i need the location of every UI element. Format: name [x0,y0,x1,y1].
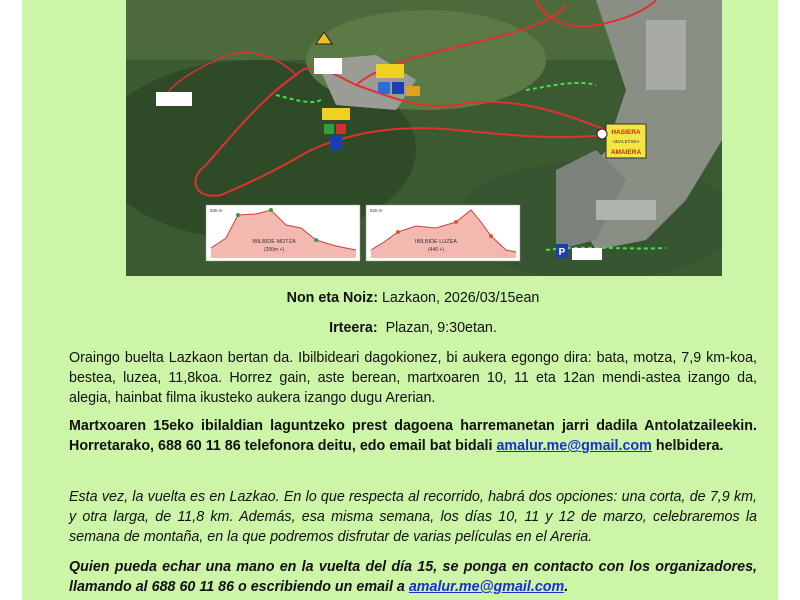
start-label: HASIERA [611,129,641,136]
when-where-label: Non eta Noiz: [286,290,378,306]
event-flyer [22,0,778,600]
departure-value: Plazan, 9:30etan. [377,320,497,336]
townhall-label: UDALETXEA [612,139,640,144]
spanish-contact-text: Quien pueda echar una mano en la vuelta del día 15, se ponga en contacto con los organizadores, llamando al 688 60 11 86 o escribiendo un email a [69,559,757,595]
when-where-line [69,288,757,308]
basque-contact-tail: helbidera. [651,438,724,454]
email-link-spanish[interactable]: amalur.me@gmail.com [408,579,565,595]
profile-long-label: IBILBIDE LUZEA [415,239,457,245]
departure-label: Irteera: [329,320,378,336]
profile-short-sub: (250m +) [263,247,285,253]
email-link-basque[interactable]: amalur.me@gmail.com [496,438,652,454]
profile-long-ymax: 620 m [370,208,383,213]
route-map [126,0,722,276]
profile-short-label: IBILBIDE MOTZA [252,239,296,245]
profile-long [366,205,520,261]
route-map-graphic [126,0,722,276]
departure-line [69,318,757,338]
profile-long-sub: (440 +) [428,247,444,253]
parking-icon: P [558,247,566,258]
profile-short [206,205,360,261]
when-where-value: Lazkaon, 2026/03/15ean [377,290,540,306]
paragraph-basque-info: Oraingo buelta Lazkaon bertan da. Ibilbideari dagokionez, bi aukera egongo dira: bata, motza, 7,9 km-koa, bestea, luzea, 11,8koa. Horrez gain, aste berean, martxoaren 10, 11 eta 12an mendi-astea izango da, alegia, hainbat filma ikusteko aukera izango dugu Arerian. [69,350,757,406]
basque-contact-text: Martxoaren 15eko ibilaldian laguntzeko prest dagoena harremanetan jarri dadila Antolatzaileekin. Horretarako, 688 60 11 86 telefonora deitu, edo email bat bidali [69,418,757,454]
spanish-contact-tail: . [564,579,569,595]
paragraph-spanish-contact [69,557,757,597]
end-label: AMAIERA [610,149,642,156]
paragraph-basque-contact [69,416,757,456]
paragraph-spanish-info: Esta vez, la vuelta es en Lazkao. En lo que respecta al recorrido, habrá dos opciones: una corta, de 7,9 km, y otra larga, de 11,8 km. Además, esa misma semana, los días 10, 11 y 12 de marzo, celebraremos la semana de montaña, en la que podremos disfrutar de varias películas en el Areria. [69,489,757,545]
profile-short-ymax: 530 m [210,208,223,213]
